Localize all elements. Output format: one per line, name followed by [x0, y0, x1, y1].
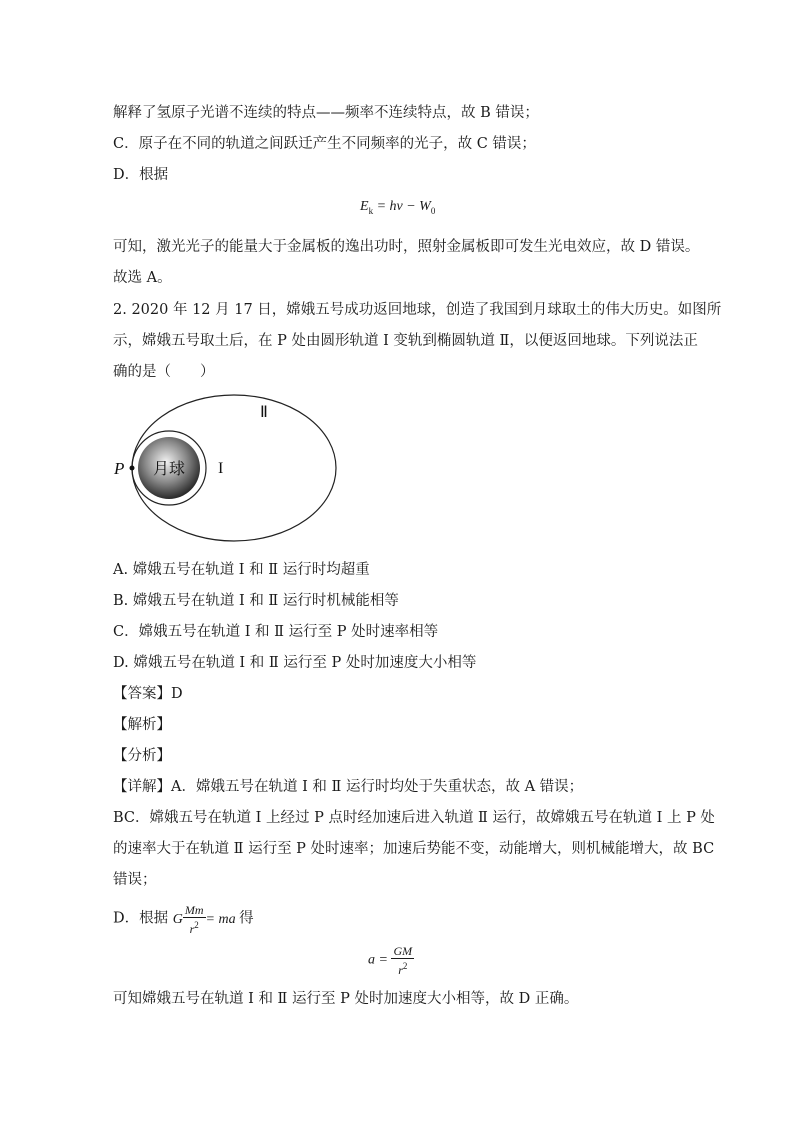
text-line: C．原子在不同的轨道之间跃迁产生不同频率的光子，故 C 错误；: [113, 136, 536, 152]
answer-line: 【答案】D: [113, 686, 183, 702]
point-p-marker: [130, 466, 135, 471]
question-stem: 示，嫦娥五号取土后，在 P 处由圆形轨道 I 变轨到椭圆轨道 Ⅱ，以便返回地球。下列说法正: [113, 333, 698, 349]
orbit-1-label: I: [218, 460, 224, 477]
option-a: A. 嫦娥五号在轨道 I 和 Ⅱ 运行时均超重: [113, 562, 370, 578]
orbit-diagram: [112, 392, 342, 546]
option-c: C．嫦娥五号在轨道 I 和 Ⅱ 运行至 P 处时速率相等: [113, 624, 439, 640]
text-line: 解释了氢原子光谱不连续的特点——频率不连续特点，故 B 错误；: [113, 105, 539, 121]
text-line: 可知，激光光子的能量大于金属板的逸出功时，照射金属板即可发生光电效应，故 D 错误。: [113, 239, 700, 255]
text-line: 故选 A。: [113, 270, 172, 286]
option-b: B. 嫦娥五号在轨道 I 和 Ⅱ 运行时机械能相等: [113, 593, 399, 609]
detail-line-with-formula: D．根据 G $\frac{Mm}{r^2}$ = ma 得: [113, 903, 254, 936]
question-stem: 确的是（ ）: [113, 364, 215, 380]
detail-line: 【详解】A．嫦娥五号在轨道 I 和 Ⅱ 运行时均处于失重状态，故 A 错误；: [113, 779, 584, 795]
fenxi-heading: 【分析】: [113, 748, 171, 764]
option-d: D. 嫦娥五号在轨道 I 和 Ⅱ 运行至 P 处时加速度大小相等: [113, 655, 477, 671]
orbit-2-label: Ⅱ: [260, 404, 268, 421]
analysis-heading: 【解析】: [113, 717, 171, 733]
point-p-label: P: [114, 459, 125, 478]
conclusion-line: 可知嫦娥五号在轨道 I 和 Ⅱ 运行至 P 处时加速度大小相等，故 D 正确。: [113, 991, 579, 1007]
gravity-formula: G $\frac{Mm}{r^2}$ = ma: [172, 903, 236, 936]
detail-line: 错误；: [113, 872, 157, 888]
detail-line: 的速率大于在轨道 Ⅱ 运行至 P 处时速率；加速后势能不变，动能增大，则机械能增大，故 BC: [113, 841, 715, 857]
equation-acceleration: a = $\frac{GM}{r^2}$: [368, 944, 413, 977]
detail-line: BC．嫦娥五号在轨道 I 上经过 P 点时经加速后进入轨道 Ⅱ 运行，故嫦娥五号在轨道 I 上 P 处: [113, 810, 715, 826]
question-stem: 2. 2020 年 12 月 17 日，嫦娥五号成功返回地球，创造了我国到月球取土的伟大历史。如图所: [113, 302, 722, 318]
text-line: D．根据: [113, 167, 169, 183]
equation-photoelectric: $E_k = h\nu - W_0$: [360, 199, 436, 216]
moon-label: 月球: [152, 459, 186, 478]
